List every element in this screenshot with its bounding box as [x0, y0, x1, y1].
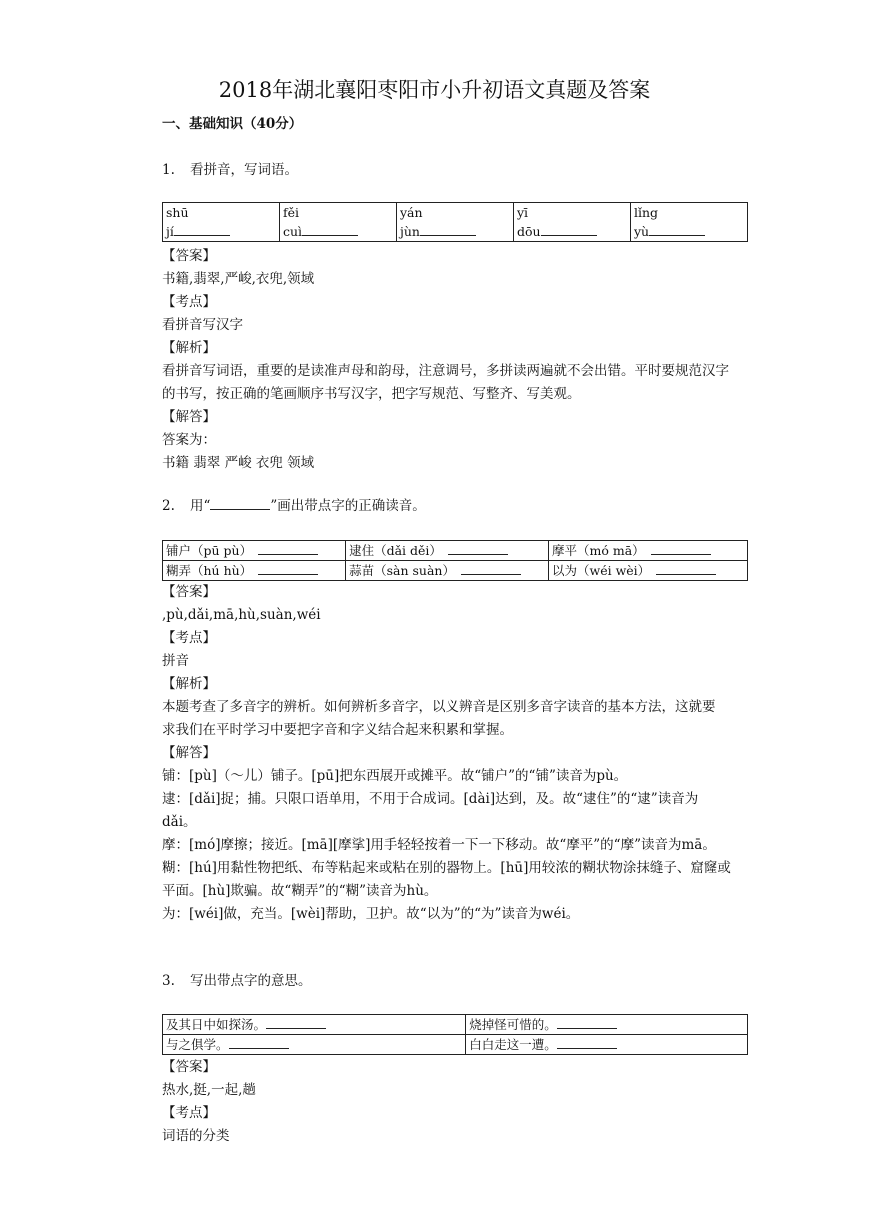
- question-text: 看拼音，写词语。: [190, 162, 298, 178]
- solution-label: 【解答】: [162, 409, 216, 425]
- meaning-cell: 白白走这一遭。: [466, 1035, 748, 1055]
- question-2-prompt: 2. 用“ ”画出带点字的正确读音。: [162, 498, 426, 514]
- question-number: 3.: [162, 973, 175, 989]
- meaning-cell: 及其日中如探汤。: [163, 1015, 466, 1035]
- point-label: 【考点】: [162, 630, 216, 646]
- analysis-label: 【解析】: [162, 676, 216, 692]
- document-title: 2018年湖北襄阳枣阳市小升初语文真题及答案: [218, 78, 651, 102]
- point-text: 看拼音写汉字: [162, 317, 243, 333]
- answer-text: 书籍,翡翠,严峻,衣兜,领域: [162, 271, 315, 287]
- solution-line: 答案为：: [162, 432, 216, 448]
- solution-line: 为：[wéi]做，充当。[wèi]帮助，卫护。故“以为”的“为”读音为wéi。: [162, 906, 580, 922]
- meaning-table: [162, 1014, 748, 1055]
- answer-label: 【答案】: [162, 248, 216, 264]
- question-number: 1.: [162, 162, 175, 178]
- solution-label: 【解答】: [162, 745, 216, 761]
- answer-label: 【答案】: [162, 584, 216, 600]
- reading-cell: 蒜苗（sàn suàn）: [346, 561, 549, 581]
- pinyin-cell: yī dōu: [514, 203, 631, 242]
- question-3-prompt: [162, 971, 752, 991]
- reading-cell: 摩平（mó mā）: [549, 541, 748, 561]
- reading-cell: 逮住（dǎi děi）: [346, 541, 549, 561]
- point-label: 【考点】: [162, 294, 216, 310]
- pinyin-cell: shū jí: [163, 203, 280, 242]
- question-text: 写出带点字的意思。: [190, 973, 312, 989]
- analysis-text: 看拼音写词语，重要的是读准声母和韵母，注意调号，多拼读两遍就不会出错。平时要规范汉字的书写，按正确的笔画顺序书写汉字，把字写规范、写整齐、写美观。: [162, 363, 729, 402]
- reading-table: [162, 540, 748, 581]
- analysis-text: 本题考查了多音字的辨析。如何辨析多音字，以义辨音是区别多音字读音的基本方法，这就要求我们在平时学习中要把字音和字义结合起来积累和掌握。: [162, 699, 716, 738]
- solution-line: 逮：[dǎi]捉；捕。只限口语单用，不用于合成词。[dài]达到，及。故“逮住”的“逮”读音为dǎi。: [162, 791, 699, 830]
- reading-cell: 铺户（pū pù）: [163, 541, 346, 561]
- question-1-answer-block: [162, 245, 752, 475]
- section-heading: 一、基础知识（40分）: [162, 116, 303, 132]
- point-text: 词语的分类: [162, 1128, 230, 1144]
- solution-line: 摩：[mó]摩擦；接近。[mā][摩挲]用手轻轻按着一下一下移动。故“摩平”的“摩”读音为mā。: [162, 837, 716, 853]
- reading-cell: 以为（wéi wèi）: [549, 561, 748, 581]
- question-number: 2.: [162, 498, 175, 514]
- meaning-cell: 烧掉怪可惜的。: [466, 1015, 748, 1035]
- question-1-prompt: [162, 160, 752, 180]
- answer-text: 热水,挺,一起,趟: [162, 1082, 256, 1098]
- point-text: 拼音: [162, 653, 189, 669]
- answer-text: ,pù,dǎi,mā,hù,suàn,wéi: [162, 607, 321, 623]
- answer-label: 【答案】: [162, 1059, 216, 1075]
- underline-blank: [210, 497, 270, 510]
- point-label: 【考点】: [162, 1105, 216, 1121]
- reading-cell: 糊弄（hú hù）: [163, 561, 346, 581]
- solution-line: 铺：[pù]（～儿）铺子。[pū]把东西展开或摊平。故“铺户”的“铺”读音为pù。: [162, 768, 628, 784]
- pinyin-cell: yán jùn: [397, 203, 514, 242]
- solution-line: 糊：[hú]用黏性物把纸、布等粘起来或粘在别的器物上。[hū]用较浓的糊状物涂抹缝子、窟窿或平面。[hù]欺骗。故“糊弄”的“糊”读音为hù。: [162, 860, 731, 899]
- meaning-cell: 与之俱学。: [163, 1035, 466, 1055]
- pinyin-cell: lǐng yù: [631, 203, 748, 242]
- solution-line: 书籍 翡翠 严峻 衣兜 领域: [162, 455, 315, 471]
- pinyin-table: [162, 202, 748, 242]
- analysis-label: 【解析】: [162, 340, 216, 356]
- question-3-answer-block: [162, 1056, 752, 1148]
- pinyin-cell: fěi cuì: [280, 203, 397, 242]
- question-2-answer-block: [162, 581, 752, 926]
